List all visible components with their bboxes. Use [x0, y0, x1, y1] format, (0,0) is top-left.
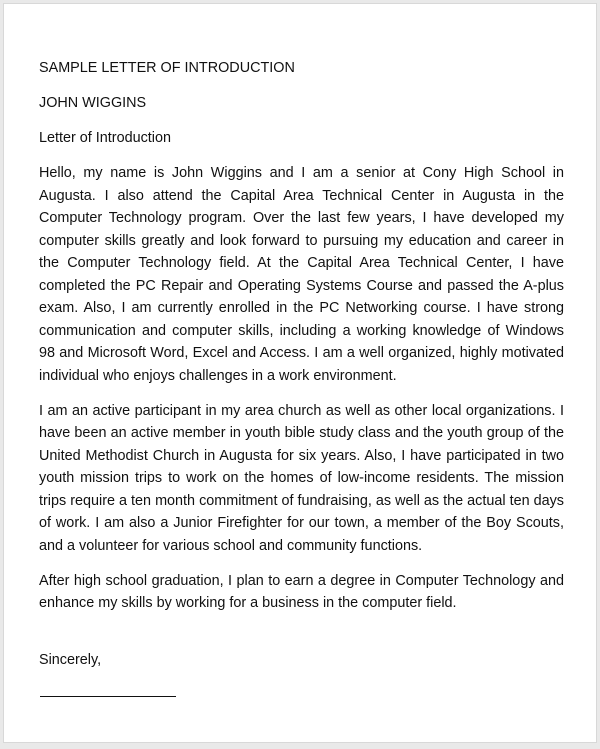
paragraph-activities: I am an active participant in my area church as well as other local organizations. I have been an active member in youth bible study class and the youth group of the United Methodist Church in Augusta for six years. Also, I have participated in two youth mission trips to work on the homes of low-income residents. The mission trips require a ten month commitment of fundraising, as well as the actual ten days of work. I am also a Junior Firefighter for our town, a member of the Boy Scouts, and a volunteer for various school and community functions. — [39, 402, 564, 554]
paragraph-goals: After high school graduation, I plan to earn a degree in Computer Technology and enhance my skills by working for a business in the computer field. — [39, 572, 564, 611]
closing-salutation: Sincerely, — [39, 652, 102, 668]
signature-line — [40, 696, 176, 697]
document-title: SAMPLE LETTER OF INTRODUCTION — [39, 60, 295, 76]
paragraph-introduction: Hello, my name is John Wiggins and I am a senior at Cony High School in Augusta. I also attend the Capital Area Technical Center in Augusta in the Computer Technology program. Over the last few years, I have developed my computer skills greatly and look forward to pursuing my education and career in the Computer Technology field. At the Capital Area Technical Center, I have completed the PC Repair and Operating Systems Course and passed the A-plus exam. Also, I am currently enrolled in the PC Networking course. I have strong communication and computer skills, including a working knowledge of Windows 98 and Microsoft Word, Excel and Access. I am a well organized, highly motivated individual who enjoys challenges in a work environment. — [39, 165, 564, 384]
letter-subject: Letter of Introduction — [39, 130, 171, 146]
author-name: JOHN WIGGINS — [39, 95, 147, 111]
document-page — [3, 3, 597, 743]
letter-body — [39, 57, 564, 627]
